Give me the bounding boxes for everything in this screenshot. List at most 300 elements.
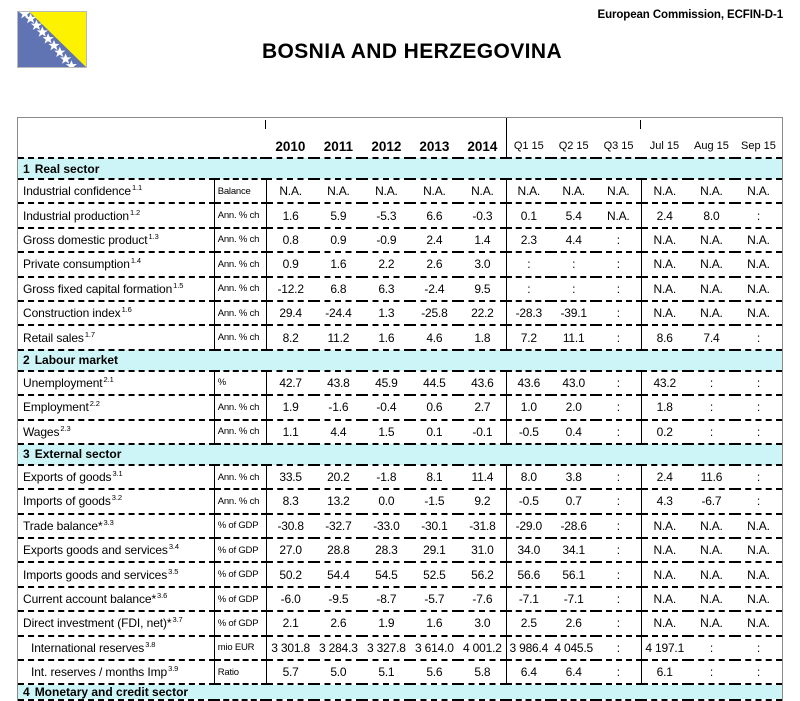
data-cell: -6.0 bbox=[266, 587, 314, 611]
row-label-wages bbox=[18, 420, 214, 444]
data-cell: : bbox=[688, 636, 735, 660]
data-cell: 7.4 bbox=[688, 325, 735, 349]
data-cell: : bbox=[596, 371, 641, 395]
section-title-cell bbox=[18, 684, 782, 700]
row-footnote-ref: 3.8 bbox=[145, 639, 156, 649]
table-row bbox=[18, 420, 782, 444]
data-cell: 2.4 bbox=[641, 465, 688, 489]
data-cell: : bbox=[596, 562, 641, 586]
row-unit: % of GDP bbox=[214, 562, 266, 586]
data-cell: 3.0 bbox=[458, 611, 506, 635]
row-footnote-ref: 3.5 bbox=[168, 566, 179, 576]
row-label-construction-index bbox=[18, 301, 214, 325]
data-cell: 8.1 bbox=[410, 465, 458, 489]
row-label-text: Imports of goods bbox=[23, 494, 111, 509]
row-footnote-ref: 1.2 bbox=[129, 207, 141, 217]
data-cell: -5.7 bbox=[410, 587, 458, 611]
section-header-labour-market bbox=[18, 350, 782, 371]
data-cell: : bbox=[735, 371, 782, 395]
row-unit: Ratio bbox=[214, 660, 266, 684]
row-label-text: Exports of goods bbox=[23, 470, 112, 485]
section-title: External sector bbox=[34, 447, 122, 462]
data-cell: 1.8 bbox=[458, 325, 506, 349]
table-row bbox=[18, 587, 782, 611]
row-label-text: Direct investment (FDI, net)* bbox=[23, 616, 172, 631]
data-cell: : bbox=[596, 325, 641, 349]
row-unit: Ann. % ch bbox=[214, 277, 266, 301]
section-number: 2 bbox=[23, 353, 30, 368]
data-cell: 1.9 bbox=[362, 611, 410, 635]
data-cell: N.A. bbox=[735, 277, 782, 301]
row-unit: Ann. % ch bbox=[214, 420, 266, 444]
data-cell: 0.7 bbox=[551, 489, 596, 513]
data-cell: N.A. bbox=[688, 587, 735, 611]
column-header-2011: 2011 bbox=[323, 139, 354, 154]
data-cell: 1.6 bbox=[362, 325, 410, 349]
data-cell: N.A. bbox=[506, 179, 551, 203]
data-cell: : bbox=[596, 514, 641, 538]
data-cell: : bbox=[735, 203, 782, 227]
section-title-cell bbox=[18, 444, 782, 465]
data-cell: 1.6 bbox=[314, 252, 362, 276]
data-cell: : bbox=[596, 587, 641, 611]
data-cell: : bbox=[596, 301, 641, 325]
section-title: Real sector bbox=[34, 161, 100, 176]
data-cell: 31.0 bbox=[458, 538, 506, 562]
data-cell: 9.5 bbox=[458, 277, 506, 301]
data-cell: 0.9 bbox=[314, 228, 362, 252]
table-row bbox=[18, 277, 782, 301]
data-cell: 6.8 bbox=[314, 277, 362, 301]
row-label-text: Int. reserves / months Imp bbox=[31, 665, 168, 680]
table-row bbox=[18, 465, 782, 489]
row-footnote-ref: 1.6 bbox=[121, 305, 132, 315]
data-cell: 0.9 bbox=[266, 252, 314, 276]
data-cell: N.A. bbox=[688, 228, 735, 252]
data-cell: 2.6 bbox=[314, 611, 362, 635]
data-cell: 6.4 bbox=[551, 660, 596, 684]
data-cell: -30.8 bbox=[266, 514, 314, 538]
data-cell: : bbox=[596, 636, 641, 660]
table-row bbox=[18, 371, 782, 395]
data-cell: N.A. bbox=[641, 538, 688, 562]
row-label-text: Gross domestic product bbox=[23, 232, 148, 247]
data-cell: N.A. bbox=[596, 203, 641, 227]
row-label-text: Construction index bbox=[23, 306, 121, 321]
section-title: Labour market bbox=[34, 353, 119, 368]
data-cell: 1.4 bbox=[458, 228, 506, 252]
data-cell: 42.7 bbox=[266, 371, 314, 395]
row-label-text: Gross fixed capital formation bbox=[23, 281, 173, 296]
data-cell: 43.8 bbox=[314, 371, 362, 395]
data-cell: 3 327.8 bbox=[362, 636, 410, 660]
data-cell: N.A. bbox=[314, 179, 362, 203]
data-cell: 27.0 bbox=[266, 538, 314, 562]
data-cell: : bbox=[596, 611, 641, 635]
data-cell: -12.2 bbox=[266, 277, 314, 301]
data-cell: 28.3 bbox=[362, 538, 410, 562]
column-header-2013: 2013 bbox=[419, 139, 450, 154]
column-header-q3-15: Q3 15 bbox=[603, 140, 634, 152]
data-cell: 4 001.2 bbox=[458, 636, 506, 660]
row-footnote-ref: 2.3 bbox=[60, 423, 71, 433]
data-cell: N.A. bbox=[641, 277, 688, 301]
data-cell: 5.4 bbox=[551, 203, 596, 227]
data-cell: N.A. bbox=[735, 611, 782, 635]
column-header-2012: 2012 bbox=[371, 139, 402, 154]
data-cell: 54.5 bbox=[362, 562, 410, 586]
indicators-table bbox=[18, 118, 782, 701]
data-cell: -1.5 bbox=[410, 489, 458, 513]
data-cell: 2.4 bbox=[641, 203, 688, 227]
row-label-industrial-confidence bbox=[18, 179, 214, 203]
data-cell: 4 045.5 bbox=[551, 636, 596, 660]
row-label-text: Exports goods and services bbox=[23, 543, 168, 558]
data-cell: 43.6 bbox=[458, 371, 506, 395]
data-cell: -31.8 bbox=[458, 514, 506, 538]
data-cell: 54.4 bbox=[314, 562, 362, 586]
data-cell: 5.7 bbox=[266, 660, 314, 684]
column-header-q1-15: Q1 15 bbox=[506, 118, 551, 158]
row-unit: Ann. % ch bbox=[214, 228, 266, 252]
data-cell: 5.6 bbox=[410, 660, 458, 684]
data-cell: 5.1 bbox=[362, 660, 410, 684]
data-cell: 29.1 bbox=[410, 538, 458, 562]
data-cell: N.A. bbox=[641, 562, 688, 586]
data-cell: N.A. bbox=[735, 514, 782, 538]
data-cell: : bbox=[596, 660, 641, 684]
table-row bbox=[18, 252, 782, 276]
data-cell: 56.1 bbox=[551, 562, 596, 586]
row-footnote-ref: 2.2 bbox=[89, 399, 100, 409]
row-unit: Ann. % ch bbox=[214, 395, 266, 419]
row-unit: Ann. % ch bbox=[214, 489, 266, 513]
data-cell: 2.0 bbox=[551, 395, 596, 419]
data-cell: N.A. bbox=[688, 538, 735, 562]
data-cell: 2.3 bbox=[506, 228, 551, 252]
data-cell: 1.0 bbox=[506, 395, 551, 419]
data-cell: N.A. bbox=[735, 562, 782, 586]
column-header-jul-15: Jul 15 bbox=[641, 118, 688, 158]
row-footnote-ref: 3.6 bbox=[157, 591, 168, 601]
data-cell: 1.8 bbox=[641, 395, 688, 419]
data-cell: 44.5 bbox=[410, 371, 458, 395]
data-cell: 0.0 bbox=[362, 489, 410, 513]
data-cell: 3 986.4 bbox=[506, 636, 551, 660]
data-cell: 45.9 bbox=[362, 371, 410, 395]
row-label-int-reserves-months-imp bbox=[18, 660, 214, 684]
data-cell: 1.6 bbox=[410, 611, 458, 635]
row-label-trade-balance bbox=[18, 514, 214, 538]
row-label-gross-domestic-product bbox=[18, 228, 214, 252]
data-cell: N.A. bbox=[735, 587, 782, 611]
data-cell: -1.6 bbox=[314, 395, 362, 419]
data-cell: -7.1 bbox=[506, 587, 551, 611]
data-cell: 52.5 bbox=[410, 562, 458, 586]
data-cell: 4 197.1 bbox=[641, 636, 688, 660]
column-header-2010: 2010 bbox=[266, 118, 314, 158]
row-label-text: Employment bbox=[23, 400, 89, 415]
section-header-external-sector bbox=[18, 444, 782, 465]
data-cell: -9.5 bbox=[314, 587, 362, 611]
data-cell: 3.0 bbox=[458, 252, 506, 276]
data-cell: 11.6 bbox=[688, 465, 735, 489]
data-cell: -0.3 bbox=[458, 203, 506, 227]
organisation-label: European Commission, ECFIN-D-1 bbox=[597, 9, 783, 21]
table-header-row bbox=[18, 118, 782, 158]
data-cell: 34.1 bbox=[551, 538, 596, 562]
data-cell: 11.1 bbox=[551, 325, 596, 349]
table-row bbox=[18, 179, 782, 203]
data-cell: N.A. bbox=[641, 514, 688, 538]
data-cell: N.A. bbox=[735, 179, 782, 203]
data-cell: 56.6 bbox=[506, 562, 551, 586]
table-row bbox=[18, 325, 782, 349]
table-row bbox=[18, 611, 782, 635]
data-cell: : bbox=[596, 489, 641, 513]
data-cell: -2.4 bbox=[410, 277, 458, 301]
data-cell: N.A. bbox=[641, 179, 688, 203]
data-cell: 6.6 bbox=[410, 203, 458, 227]
row-footnote-ref: 1.1 bbox=[131, 183, 143, 193]
row-label-text: Trade balance* bbox=[23, 518, 103, 533]
column-header-2014: 2014 bbox=[467, 139, 498, 154]
row-label-industrial-production bbox=[18, 203, 214, 227]
row-footnote-ref: 2.1 bbox=[103, 374, 114, 384]
data-cell: 3 614.0 bbox=[410, 636, 458, 660]
row-footnote-ref: 1.7 bbox=[84, 329, 95, 339]
row-label-exports-goods-and-services bbox=[18, 538, 214, 562]
data-cell: 8.0 bbox=[688, 203, 735, 227]
data-cell: -32.7 bbox=[314, 514, 362, 538]
data-cell: 34.0 bbox=[506, 538, 551, 562]
row-unit: Ann. % ch bbox=[214, 465, 266, 489]
data-cell: : bbox=[596, 252, 641, 276]
data-cell: 1.3 bbox=[362, 301, 410, 325]
data-cell: 2.7 bbox=[458, 395, 506, 419]
data-cell: : bbox=[688, 371, 735, 395]
data-cell: 3 284.3 bbox=[314, 636, 362, 660]
data-cell: : bbox=[735, 420, 782, 444]
section-number: 1 bbox=[23, 161, 30, 176]
data-cell: -1.8 bbox=[362, 465, 410, 489]
data-cell: -7.6 bbox=[458, 587, 506, 611]
data-cell: 43.2 bbox=[641, 371, 688, 395]
data-cell: N.A. bbox=[596, 179, 641, 203]
row-label-text: Industrial confidence bbox=[23, 184, 131, 199]
row-label-text: International reserves bbox=[31, 640, 145, 655]
data-cell: 2.4 bbox=[410, 228, 458, 252]
section-header-real-sector bbox=[18, 158, 782, 179]
row-label-international-reserves bbox=[18, 636, 214, 660]
row-label-retail-sales bbox=[18, 325, 214, 349]
row-label-exports-of-goods bbox=[18, 465, 214, 489]
row-label-text: Wages bbox=[23, 424, 60, 439]
row-label-text: Industrial production bbox=[23, 208, 129, 223]
data-cell: -39.1 bbox=[551, 301, 596, 325]
data-cell: 6.4 bbox=[506, 660, 551, 684]
data-cell: -28.3 bbox=[506, 301, 551, 325]
data-cell: 5.8 bbox=[458, 660, 506, 684]
data-cell: : bbox=[735, 636, 782, 660]
data-cell: N.A. bbox=[641, 587, 688, 611]
data-cell: 3 301.8 bbox=[266, 636, 314, 660]
row-label-text: Private consumption bbox=[23, 257, 130, 272]
data-cell: 2.5 bbox=[506, 611, 551, 635]
data-cell: 2.1 bbox=[266, 611, 314, 635]
header-label-spacer bbox=[18, 118, 214, 158]
data-cell: 1.5 bbox=[362, 420, 410, 444]
row-label-imports-of-goods bbox=[18, 489, 214, 513]
data-cell: N.A. bbox=[410, 179, 458, 203]
data-cell: 8.2 bbox=[266, 325, 314, 349]
data-cell: 28.8 bbox=[314, 538, 362, 562]
row-label-text: Imports goods and services bbox=[23, 567, 168, 582]
page-title: BOSNIA AND HERZEGOVINA bbox=[261, 40, 563, 63]
data-cell: 0.1 bbox=[410, 420, 458, 444]
data-cell: -5.3 bbox=[362, 203, 410, 227]
data-cell: 4.6 bbox=[410, 325, 458, 349]
section-title-cell bbox=[18, 350, 782, 371]
data-cell: -33.0 bbox=[362, 514, 410, 538]
column-header-aug-15: Aug 15 bbox=[693, 140, 729, 152]
table-body bbox=[18, 118, 782, 700]
data-cell: N.A. bbox=[688, 514, 735, 538]
data-cell: N.A. bbox=[362, 179, 410, 203]
data-cell: -0.1 bbox=[458, 420, 506, 444]
data-cell: 5.9 bbox=[314, 203, 362, 227]
data-cell: : bbox=[688, 420, 735, 444]
indicators-table-wrapper bbox=[17, 117, 783, 701]
data-cell: 4.4 bbox=[551, 228, 596, 252]
data-cell: N.A. bbox=[735, 301, 782, 325]
data-cell: -0.9 bbox=[362, 228, 410, 252]
row-unit: Balance bbox=[214, 179, 266, 203]
row-footnote-ref: 3.1 bbox=[112, 469, 123, 479]
data-cell: : bbox=[735, 660, 782, 684]
section-number: 3 bbox=[23, 447, 30, 462]
table-row bbox=[18, 395, 782, 419]
row-footnote-ref: 3.2 bbox=[111, 493, 122, 503]
data-cell: 11.4 bbox=[458, 465, 506, 489]
row-footnote-ref: 1.4 bbox=[130, 256, 141, 266]
header-unit-spacer bbox=[214, 118, 266, 158]
data-cell: : bbox=[688, 660, 735, 684]
data-cell: 0.4 bbox=[551, 420, 596, 444]
data-cell: : bbox=[596, 395, 641, 419]
row-footnote-ref: 3.3 bbox=[103, 517, 114, 527]
row-unit: Ann. % ch bbox=[214, 252, 266, 276]
data-cell: 22.2 bbox=[458, 301, 506, 325]
data-cell: -28.6 bbox=[551, 514, 596, 538]
data-cell: N.A. bbox=[641, 252, 688, 276]
data-cell: 7.2 bbox=[506, 325, 551, 349]
data-cell: N.A. bbox=[641, 228, 688, 252]
row-label-text: Retail sales bbox=[23, 330, 84, 345]
row-label-text: Unemployment bbox=[23, 375, 103, 390]
data-cell: -0.5 bbox=[506, 489, 551, 513]
data-cell: 6.3 bbox=[362, 277, 410, 301]
data-cell: -6.7 bbox=[688, 489, 735, 513]
data-cell: 29.4 bbox=[266, 301, 314, 325]
table-row bbox=[18, 660, 782, 684]
data-cell: N.A. bbox=[641, 301, 688, 325]
data-cell: 2.6 bbox=[410, 252, 458, 276]
section-title-cell bbox=[18, 158, 782, 179]
data-cell: 43.6 bbox=[506, 371, 551, 395]
data-cell: 6.1 bbox=[641, 660, 688, 684]
data-cell: 0.8 bbox=[266, 228, 314, 252]
data-cell: N.A. bbox=[735, 538, 782, 562]
row-footnote-ref: 3.7 bbox=[172, 615, 183, 625]
table-row bbox=[18, 489, 782, 513]
row-footnote-ref: 3.9 bbox=[168, 664, 179, 674]
data-cell: : bbox=[735, 489, 782, 513]
row-unit: Ann. % ch bbox=[214, 203, 266, 227]
data-cell: N.A. bbox=[688, 252, 735, 276]
data-cell: N.A. bbox=[551, 179, 596, 203]
data-cell: 4.3 bbox=[641, 489, 688, 513]
data-cell: 2.2 bbox=[362, 252, 410, 276]
data-cell: -0.4 bbox=[362, 395, 410, 419]
table-row bbox=[18, 562, 782, 586]
column-header-sep-15: Sep 15 bbox=[741, 140, 776, 152]
table-row bbox=[18, 203, 782, 227]
data-cell: 9.2 bbox=[458, 489, 506, 513]
column-header-q2-15: Q2 15 bbox=[558, 140, 589, 152]
data-cell: N.A. bbox=[688, 562, 735, 586]
row-label-imports-goods-and-services bbox=[18, 562, 214, 586]
data-cell: : bbox=[506, 252, 551, 276]
table-row bbox=[18, 514, 782, 538]
row-unit: mio EUR bbox=[214, 636, 266, 660]
row-footnote-ref: 1.5 bbox=[173, 280, 184, 290]
data-cell: N.A. bbox=[266, 179, 314, 203]
table-row bbox=[18, 538, 782, 562]
data-cell: -0.5 bbox=[506, 420, 551, 444]
data-cell: -7.1 bbox=[551, 587, 596, 611]
data-cell: : bbox=[596, 465, 641, 489]
row-label-direct-investment-fdi-net bbox=[18, 611, 214, 635]
section-header-monetary-and-credit-sector bbox=[18, 684, 782, 700]
data-cell: : bbox=[506, 277, 551, 301]
data-cell: N.A. bbox=[688, 277, 735, 301]
section-title: Monetary and credit sector bbox=[34, 685, 189, 700]
data-cell: : bbox=[596, 420, 641, 444]
data-cell: : bbox=[688, 395, 735, 419]
row-label-text: Current account balance* bbox=[23, 592, 157, 607]
data-cell: 20.2 bbox=[314, 465, 362, 489]
data-cell: : bbox=[735, 465, 782, 489]
row-unit: % bbox=[214, 371, 266, 395]
data-cell: 4.4 bbox=[314, 420, 362, 444]
row-footnote-ref: 1.3 bbox=[148, 231, 159, 241]
data-cell: : bbox=[596, 228, 641, 252]
table-row bbox=[18, 228, 782, 252]
data-cell: -8.7 bbox=[362, 587, 410, 611]
data-cell: 56.2 bbox=[458, 562, 506, 586]
data-cell: 1.9 bbox=[266, 395, 314, 419]
data-cell: 1.1 bbox=[266, 420, 314, 444]
data-cell: 50.2 bbox=[266, 562, 314, 586]
row-footnote-ref: 3.4 bbox=[168, 542, 179, 552]
data-cell: 11.2 bbox=[314, 325, 362, 349]
data-cell: 3.8 bbox=[551, 465, 596, 489]
data-cell: N.A. bbox=[458, 179, 506, 203]
row-unit: % of GDP bbox=[214, 587, 266, 611]
data-cell: 1.6 bbox=[266, 203, 314, 227]
data-cell: : bbox=[596, 538, 641, 562]
